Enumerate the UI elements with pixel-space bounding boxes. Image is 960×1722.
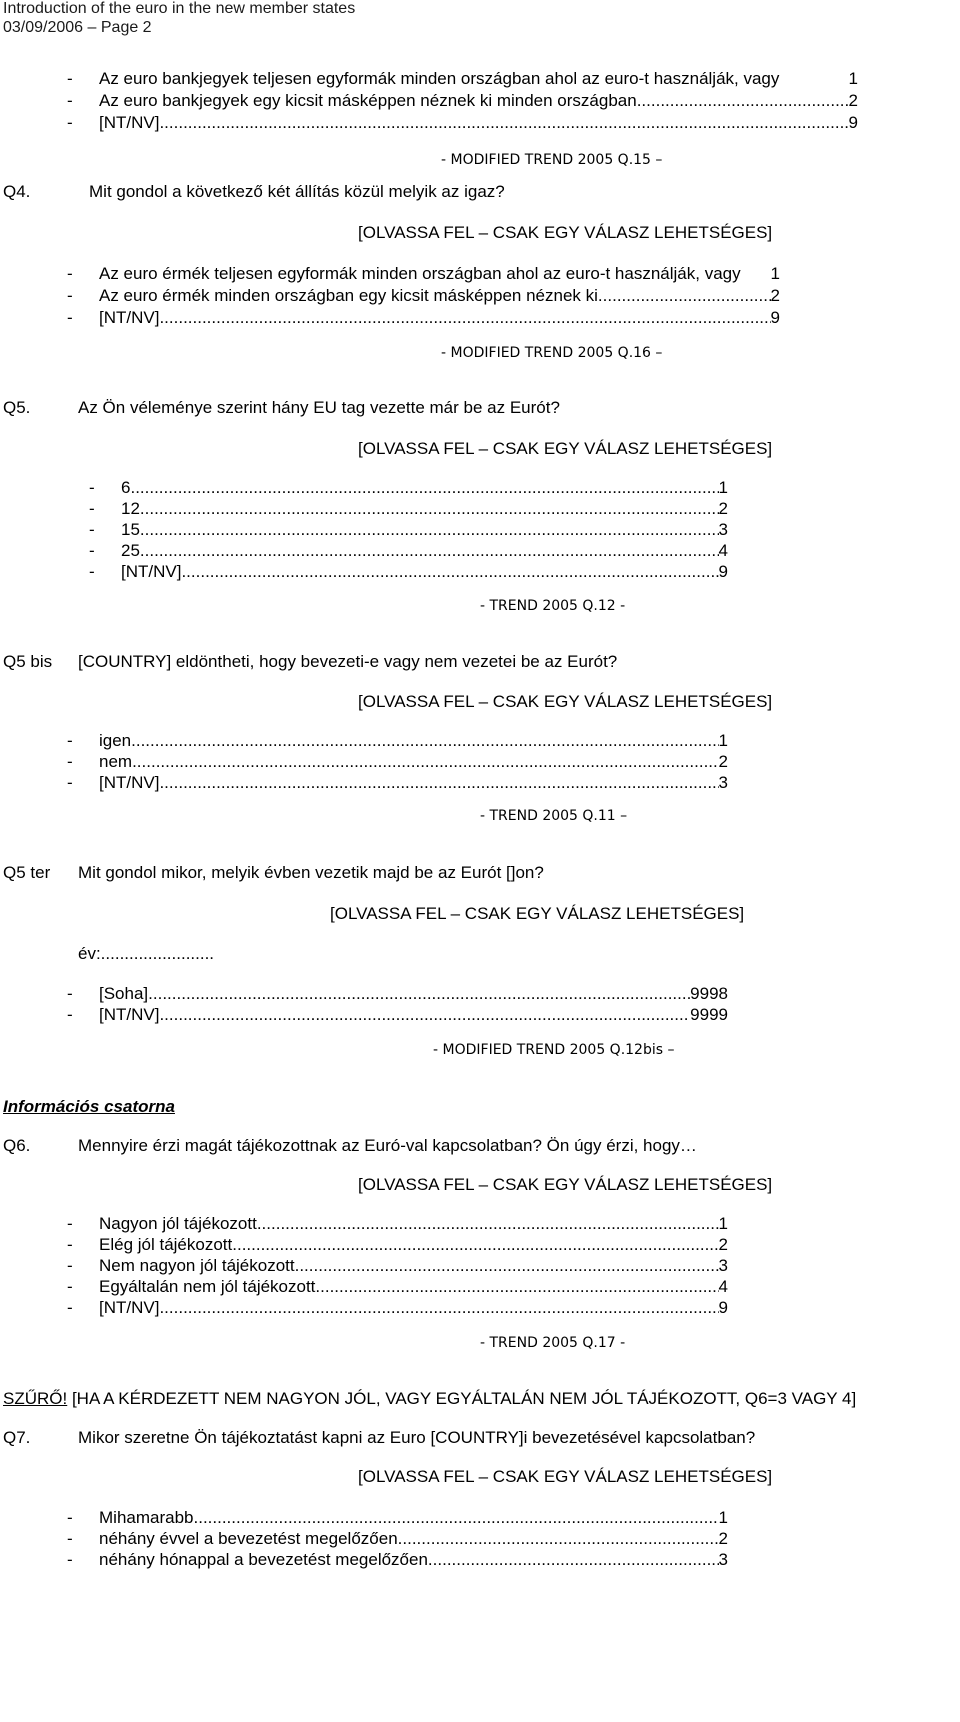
option-code: 9999 (690, 1005, 728, 1024)
option-dash: - (67, 113, 73, 132)
leader-dots (257, 1214, 719, 1234)
option-code: 3 (718, 1550, 728, 1569)
q7-instruction: [OLVASSA FEL – CSAK EGY VÁLASZ LEHETSÉGES] (358, 1467, 773, 1486)
option-code: 2 (718, 1235, 728, 1254)
option-code: 3 (718, 1256, 728, 1275)
option-row[interactable] (89, 562, 728, 584)
q6-instruction: [OLVASSA FEL – CSAK EGY VÁLASZ LEHETSÉGES] (358, 1175, 773, 1194)
q5bis-instruction: [OLVASSA FEL – CSAK EGY VÁLASZ LEHETSÉGES] (358, 692, 773, 711)
leader-dots (130, 478, 718, 498)
leader-dots (603, 286, 771, 306)
option-dash: - (89, 562, 95, 581)
q5ter-question: Mit gondol mikor, melyik évben vezetik majd be az Eurót []on? (78, 863, 544, 882)
q4-trend: - MODIFIED TREND 2005 Q.16 – (441, 345, 663, 361)
option-label: Az euro bankjegyek egy kicsit másképpen néznek ki minden országban. (99, 91, 642, 110)
leader-dots (140, 541, 719, 561)
option-dash: - (67, 1550, 73, 1569)
option-dash: - (67, 264, 73, 283)
option-row[interactable] (67, 773, 728, 795)
option-label: [NT/NV] (99, 113, 160, 132)
option-row[interactable] (67, 731, 728, 753)
leader-dots (159, 113, 848, 133)
option-row[interactable] (67, 984, 728, 1006)
option-label: Az euro érmék teljesen egyformák minden országban ahol az euro-t használják, vagy (99, 264, 741, 283)
option-label: Egyáltalán nem jól tájékozott (99, 1277, 316, 1296)
option-code: 1 (718, 731, 728, 750)
option-row[interactable] (89, 499, 728, 521)
option-dash: - (89, 499, 95, 518)
option-row[interactable] (67, 69, 858, 91)
option-code: 2 (718, 499, 728, 518)
option-row[interactable] (67, 308, 780, 330)
q5ter-instruction: [OLVASSA FEL – CSAK EGY VÁLASZ LEHETSÉGES] (330, 904, 745, 923)
leader-dots (315, 1277, 718, 1297)
option-label: néhány hónappal a bevezetést megelőzően (99, 1550, 428, 1569)
option-row[interactable] (89, 520, 728, 542)
option-code: 9998 (690, 984, 728, 1003)
q5-number: Q5. (3, 398, 31, 417)
option-row[interactable] (67, 91, 858, 113)
option-row[interactable] (89, 541, 728, 563)
leader-dots (194, 1508, 719, 1528)
option-row[interactable] (67, 113, 858, 135)
leader-dots (181, 562, 718, 582)
option-label: Nagyon jól tájékozott (99, 1214, 257, 1233)
leader-dots (159, 773, 718, 793)
q5bis-number: Q5 bis (3, 652, 53, 671)
filter-text: [HA A KÉRDEZETT NEM NAGYON JÓL, VAGY EGYÁLTALÁN NEM JÓL TÁJÉKOZOTT, Q6=3 VAGY 4] (67, 1389, 857, 1408)
option-dash: - (67, 1508, 73, 1527)
option-dash: - (89, 478, 95, 497)
filter-label: SZŰRŐ! (3, 1389, 68, 1408)
q5ter-trend: - MODIFIED TREND 2005 Q.12bis – (433, 1042, 675, 1058)
year-input[interactable]: év:........................ (78, 944, 215, 963)
q5bis-trend: - TREND 2005 Q.11 – (480, 808, 628, 824)
leader-dots (641, 91, 848, 111)
option-label: [Soha] (99, 984, 149, 1003)
option-row[interactable] (67, 1277, 728, 1299)
leader-dots (232, 1235, 718, 1255)
option-code: 2 (848, 91, 858, 110)
option-label: Nem nagyon jól tájékozott (99, 1256, 295, 1275)
option-dash: - (89, 541, 95, 560)
leader-dots (398, 1529, 719, 1549)
option-row[interactable] (67, 286, 780, 308)
option-dash: - (67, 69, 73, 88)
option-row[interactable] (67, 264, 780, 286)
leader-dots (159, 308, 770, 328)
option-code: 9 (718, 1298, 728, 1317)
leader-dots (148, 984, 690, 1004)
option-label: Az euro bankjegyek teljesen egyformák minden országban ahol az euro-t használják, vagy (99, 69, 780, 88)
option-label: [NT/NV] (99, 773, 160, 792)
q6-number: Q6. (3, 1136, 31, 1155)
leader-dots (159, 1005, 690, 1025)
option-row[interactable] (67, 1298, 728, 1320)
q6-question: Mennyire érzi magát tájékozottnak az Euró-val kapcsolatban? Ön úgy érzi, hogy… (78, 1136, 697, 1155)
option-label: [NT/NV] (99, 1298, 160, 1317)
q4-question: Mit gondol a következő két állítás közül melyik az igaz? (89, 182, 505, 201)
option-label: Elég jól tájékozott (99, 1235, 233, 1254)
option-label: 6 (121, 478, 131, 497)
option-label: Mihamarabb (99, 1508, 194, 1527)
option-row[interactable] (67, 1550, 728, 1572)
option-label: néhány évvel a bevezetést megelőzően (99, 1529, 398, 1548)
option-code: 1 (718, 478, 728, 497)
option-dash: - (67, 1277, 73, 1296)
q3-trend: - MODIFIED TREND 2005 Q.15 – (441, 152, 663, 168)
option-label: 25 (121, 541, 140, 560)
option-code: 1 (848, 69, 858, 88)
option-code: 1 (770, 264, 780, 283)
option-code: 2 (770, 286, 780, 305)
option-label: [NT/NV] (99, 308, 160, 327)
option-code: 2 (718, 752, 728, 771)
option-row[interactable] (67, 1508, 728, 1530)
option-dash: - (67, 984, 73, 1003)
option-code: 9 (770, 308, 780, 327)
option-code: 1 (718, 1214, 728, 1233)
option-code: 4 (718, 1277, 728, 1296)
option-dash: - (67, 286, 73, 305)
option-dash: - (67, 1529, 73, 1548)
option-dash: - (89, 520, 95, 539)
filter-note (3, 1389, 856, 1409)
option-dash: - (67, 731, 73, 750)
leader-dots (131, 731, 718, 751)
option-dash: - (67, 1005, 73, 1024)
option-code: 2 (718, 1529, 728, 1548)
option-row[interactable] (67, 752, 728, 774)
option-dash: - (67, 308, 73, 327)
option-label: Az euro érmék minden országban egy kicsit másképpen néznek ki. (99, 286, 603, 305)
option-row[interactable] (89, 478, 728, 500)
option-code: 3 (718, 520, 728, 539)
option-code: 9 (718, 562, 728, 581)
q7-question: Mikor szeretne Ön tájékoztatást kapni az Euro [COUNTRY]i bevezetésével kapcsolatban? (78, 1428, 756, 1447)
leader-dots (140, 499, 719, 519)
option-code: 4 (718, 541, 728, 560)
q5-trend: - TREND 2005 Q.12 - (480, 598, 626, 614)
option-dash: - (67, 1235, 73, 1254)
option-dash: - (67, 1298, 73, 1317)
section-title: Információs csatorna (3, 1097, 175, 1116)
q5-instruction: [OLVASSA FEL – CSAK EGY VÁLASZ LEHETSÉGES] (358, 439, 773, 458)
option-label: 15 (121, 520, 140, 539)
leader-dots (159, 1298, 718, 1318)
option-label: [NT/NV] (121, 562, 182, 581)
leader-dots (132, 752, 718, 772)
q4-instruction: [OLVASSA FEL – CSAK EGY VÁLASZ LEHETSÉGES] (358, 223, 773, 242)
q5bis-question: [COUNTRY] eldöntheti, hogy bevezeti-e vagy nem vezetei be az Eurót? (78, 652, 618, 671)
option-label: igen (99, 731, 132, 750)
date-page: 03/09/2006 – Page 2 (3, 19, 152, 36)
q7-number: Q7. (3, 1428, 31, 1447)
option-label: nem (99, 752, 133, 771)
option-label: [NT/NV] (99, 1005, 160, 1024)
leader-dots (428, 1550, 719, 1570)
leader-dots (295, 1256, 719, 1276)
option-code: 1 (718, 1508, 728, 1527)
option-row[interactable] (67, 1214, 728, 1236)
option-row[interactable] (67, 1235, 728, 1257)
option-dash: - (67, 91, 73, 110)
option-dash: - (67, 1256, 73, 1275)
option-code: 9 (848, 113, 858, 132)
option-row[interactable] (67, 1529, 728, 1551)
q6-trend: - TREND 2005 Q.17 - (480, 1335, 626, 1351)
q5-question: Az Ön véleménye szerint hány EU tag vezette már be az Eurót? (78, 398, 560, 417)
option-dash: - (67, 752, 73, 771)
option-row[interactable] (67, 1256, 728, 1278)
option-code: 3 (718, 773, 728, 792)
option-dash: - (67, 1214, 73, 1233)
q4-number: Q4. (3, 182, 31, 201)
leader-dots (140, 520, 719, 540)
q5ter-number: Q5 ter (3, 863, 51, 882)
option-label: 12 (121, 499, 140, 518)
document-title: Introduction of the euro in the new member states (3, 0, 356, 17)
option-row[interactable] (67, 1005, 728, 1027)
option-dash: - (67, 773, 73, 792)
